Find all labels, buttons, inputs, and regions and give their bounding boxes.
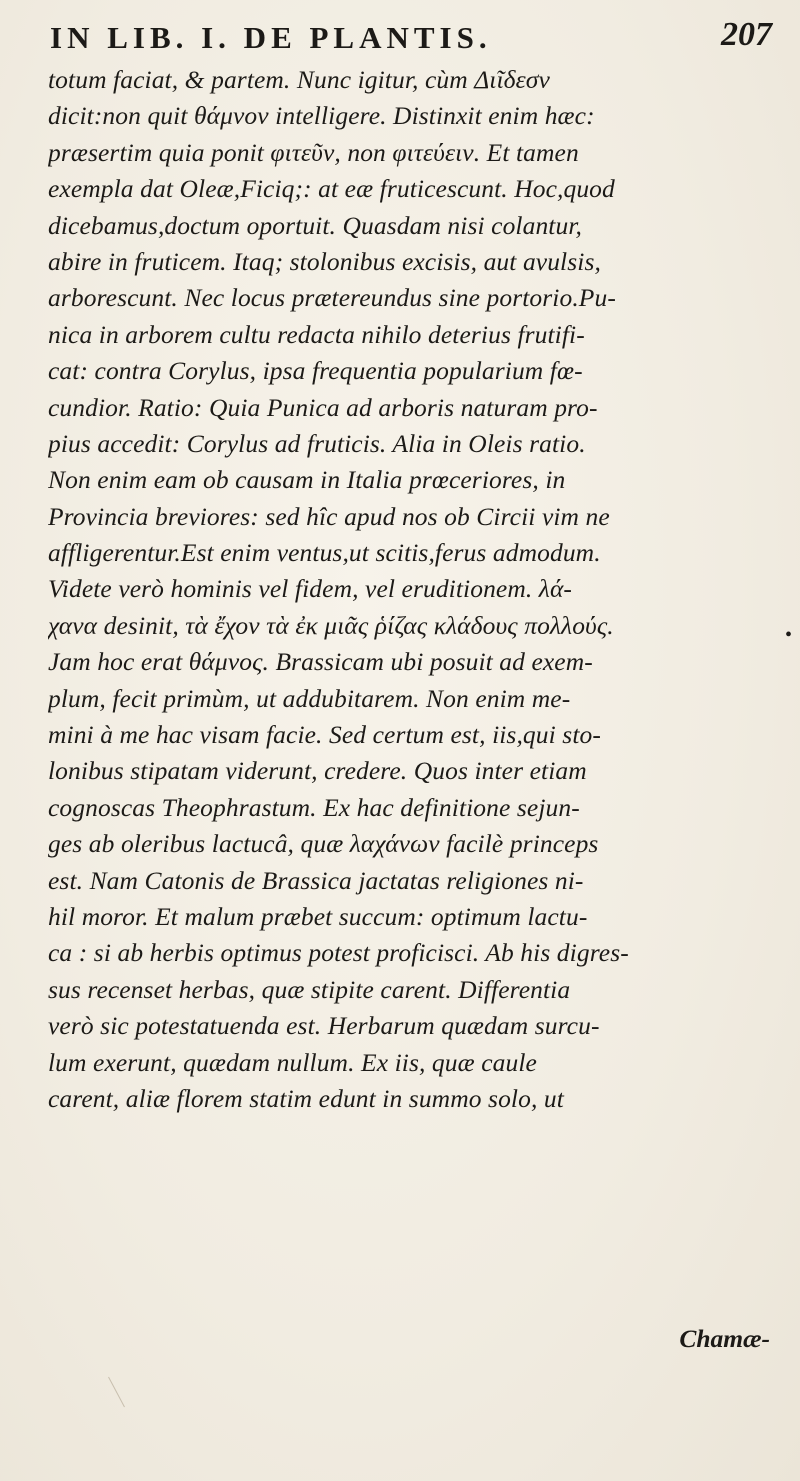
text-line-11: pius accedit: Corylus ad fruticis. Alia in Oleis ratio. <box>48 428 586 458</box>
text-line-2: dicit:non quit θάμνον intelligere. Distinxit enim hæc: <box>48 101 595 131</box>
text-line-1: totum faciat, & partem. Nunc igitur, cùm Διῖδεσν <box>48 65 550 94</box>
text-line-25: ca : si ab herbis optimus potest proficisci. Ab his digres- <box>48 938 629 968</box>
text-line-28: lum exerunt, quædam nullum. Ex iis, quæ caule <box>48 1047 537 1077</box>
page-number: 207 <box>721 16 772 53</box>
text-line-5: dicebamus,doctum oportuit. Quasdam nisi colantur, <box>48 210 583 240</box>
text-line-23: est. Nam Catonis de Brassica jactatas religiones ni- <box>48 865 584 895</box>
catchword: Chamæ- <box>679 1324 770 1353</box>
text-line-16: χανα desinit, τὰ ἔχον τὰ ἐκ μιᾶς ῥίζας κλάδους πολλούς. <box>48 610 614 640</box>
page-header <box>50 14 790 60</box>
text-line-26: sus recenset herbas, quæ stipite carent. Differentia <box>48 974 571 1004</box>
text-line-3: præsertim quia ponit φιτεῦν, non φιτεύειν. Et tamen <box>48 137 579 167</box>
text-line-15: Videte verò hominis vel fidem, vel eruditionem. λά- <box>48 574 573 604</box>
text-line-6: abire in fruticem. Itaq; stolonibus excisis, aut avulsis, <box>48 246 601 276</box>
text-line-27: verò sic potestatuenda est. Herbarum quædam surcu- <box>48 1011 600 1041</box>
text-line-14: affligerentur.Est enim ventus,ut scitis,ferus admodum. <box>48 538 601 568</box>
text-line-9: cat: contra Corylus, ipsa frequentia popularium fœ- <box>48 356 583 386</box>
body-text <box>48 62 788 1117</box>
text-line-22: ges ab oleribus lactucâ, quæ λαχάνων facilè princeps <box>48 829 599 859</box>
text-line-18: plum, fecit primùm, ut addubitarem. Non enim me- <box>48 683 571 713</box>
text-line-21: cognoscas Theophrastum. Ex hac definitione sejun- <box>48 792 580 822</box>
paper-crease <box>108 1377 125 1407</box>
margin-mark: • <box>784 624 792 646</box>
text-line-20: lonibus stipatam viderunt, credere. Quos inter etiam <box>48 756 587 786</box>
text-line-17: Jam hoc erat θάμνος. Brassicam ubi posuit ad exem- <box>48 647 593 677</box>
text-line-24: hil moror. Et malum præbet succum: optimum lactu- <box>48 901 588 931</box>
text-line-13: Provincia breviores: sed hîc apud nos ob Circii vim ne <box>48 501 610 531</box>
text-line-8: nica in arborem cultu redacta nihilo deterius frutifi- <box>48 319 585 349</box>
text-line-12: Non enim eam ob causam in Italia prœceriores, in <box>48 465 566 495</box>
text-line-10: cundior. Ratio: Quia Punica ad arboris naturam pro- <box>48 392 598 422</box>
text-line-19: mini à me hac visam facie. Sed certum est, iis,qui sto- <box>48 720 601 750</box>
text-line-7: arborescunt. Nec locus prætereundus sine portorio.Pu- <box>48 283 616 313</box>
text-line-4: exempla dat Oleæ,Ficiq;: at eæ fruticescunt. Hoc,quod <box>48 174 615 204</box>
running-head: IN LIB. I. DE PLANTIS. <box>50 20 492 55</box>
text-line-29: carent, aliæ florem statim edunt in summo solo, ut <box>48 1083 564 1113</box>
